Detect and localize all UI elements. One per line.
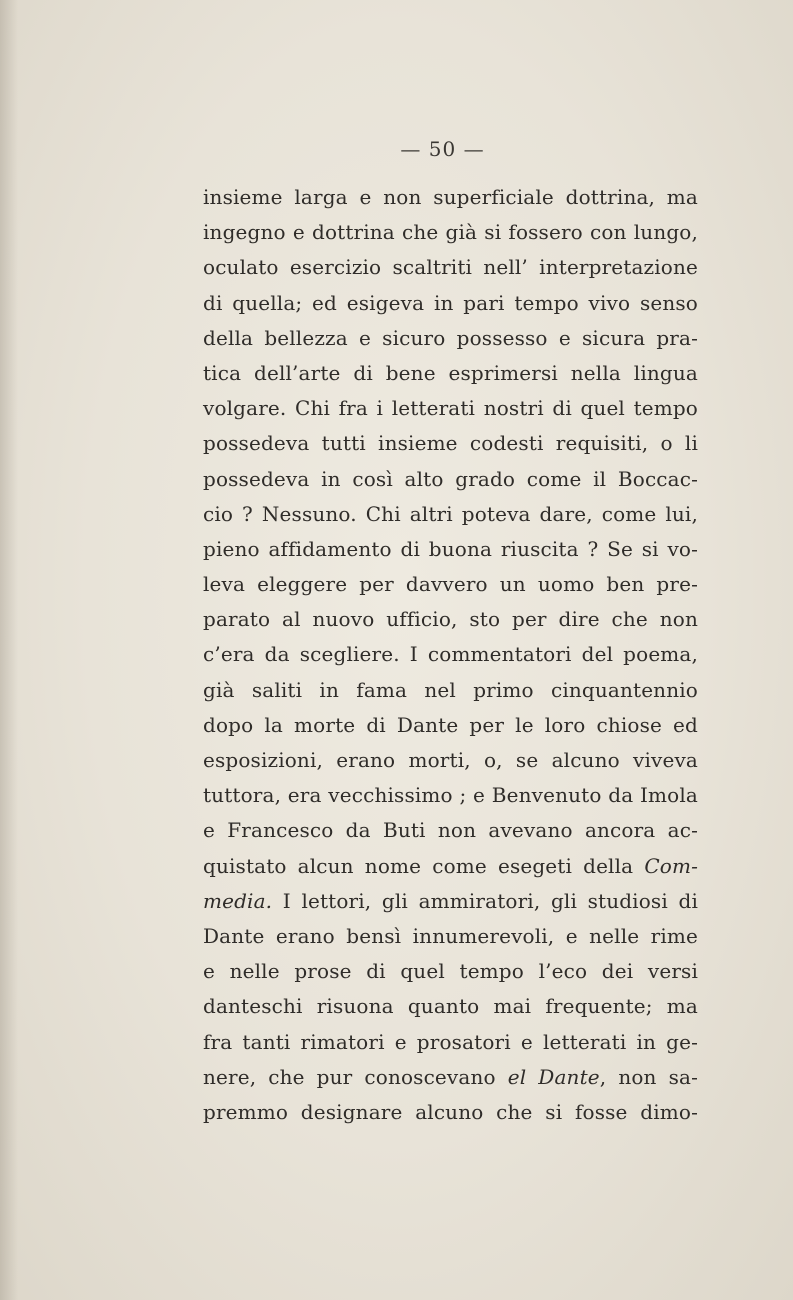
text-line	[203, 743, 698, 778]
text-line	[203, 321, 698, 356]
text-segment: cio ? Nessuno. Chi altri poteva dare, come lui,	[203, 501, 698, 526]
text-segment: già saliti in fama nel primo cinquantennio	[203, 677, 698, 702]
text-line	[203, 602, 698, 637]
text-segment: oculato esercizio scaltriti nell’ interpretazione	[203, 255, 698, 280]
text-segment: possedeva in così alto grado come il Boccac-	[203, 466, 698, 491]
text-segment: , non sa-	[599, 1064, 699, 1089]
text-line	[203, 708, 698, 743]
text-line	[203, 673, 698, 708]
italic-text: Com-	[644, 853, 698, 878]
text-segment: I lettori, gli ammiratori, gli studiosi di	[272, 888, 698, 913]
text-segment: quistato alcun nome come esegeti della	[203, 853, 645, 878]
italic-text: media.	[203, 888, 273, 913]
text-line	[203, 989, 698, 1024]
text-line	[203, 919, 698, 954]
text-segment: possedeva tutti insieme codesti requisiti, o li	[203, 431, 698, 456]
text-segment: insieme larga e non superficiale dottrina, ma	[203, 185, 698, 209]
text-line	[203, 849, 698, 884]
text-segment: pieno affidamento di buona riuscita ? Se si vo-	[203, 536, 698, 561]
text-line	[203, 1095, 698, 1130]
text-segment: di quella; ed esigeva in pari tempo vivo senso	[203, 290, 698, 315]
text-segment: dopo la morte di Dante per le loro chiose ed	[203, 712, 698, 737]
text-line	[203, 1025, 698, 1060]
text-line	[203, 637, 698, 672]
text-segment: tuttora, era vecchissimo ; e Benvenuto da Imola	[203, 783, 698, 808]
text-segment: esposizioni, erano morti, o, se alcuno viveva	[203, 748, 698, 772]
text-segment: fra tanti rimatori e prosatori e letterati in ge-	[203, 1029, 698, 1054]
text-line	[203, 532, 698, 567]
body-text	[203, 180, 698, 1130]
italic-text: el Dante	[507, 1064, 600, 1089]
text-segment: danteschi risuona quanto mai frequente; ma	[203, 994, 698, 1019]
text-segment: e nelle prose di quel tempo l’eco dei versi	[203, 959, 698, 984]
text-segment: della bellezza e sicuro possesso e sicura pra-	[203, 325, 698, 350]
text-segment: volgare. Chi fra i letterati nostri di quel tempo	[203, 396, 698, 421]
text-line	[203, 567, 698, 602]
text-segment: e Francesco da Buti non avevano ancora ac-	[203, 818, 698, 843]
text-line	[203, 250, 698, 285]
text-line	[203, 286, 698, 321]
text-line	[203, 1060, 698, 1095]
text-segment: c’era da scegliere. I commentatori del poema,	[203, 642, 698, 667]
text-line	[203, 778, 698, 813]
text-line	[203, 884, 698, 919]
text-line	[203, 391, 698, 426]
text-line	[203, 954, 698, 989]
page-edge-shadow	[0, 0, 18, 1300]
text-line	[203, 813, 698, 848]
text-segment: Dante erano bensì innumerevoli, e nelle rime	[203, 923, 698, 948]
text-segment: nere, che pur conoscevano	[203, 1064, 508, 1089]
text-segment: leva eleggere per davvero un uomo ben pre-	[203, 572, 698, 597]
text-segment: tica dell’arte di bene esprimersi nella lingua	[203, 360, 698, 385]
text-line	[203, 462, 698, 497]
text-segment: ingegno e dottrina che già si fossero con lungo,	[203, 220, 698, 245]
text-segment: parato al nuovo ufficio, sto per dire che non	[203, 607, 698, 632]
page-number: — 50 —	[400, 137, 485, 161]
text-line	[203, 215, 698, 250]
text-line	[203, 356, 698, 391]
text-line	[203, 426, 698, 461]
text-segment: premmo designare alcuno che si fosse dimo-	[203, 1099, 698, 1124]
text-line	[203, 497, 698, 532]
text-line	[203, 180, 698, 215]
